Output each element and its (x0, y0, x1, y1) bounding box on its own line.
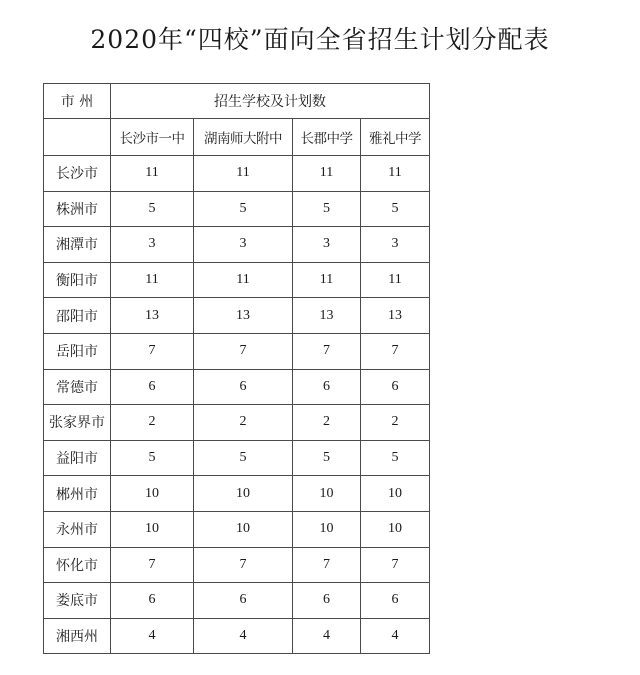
quota-cell: 13 (293, 298, 361, 334)
quota-cell: 5 (111, 191, 194, 227)
table-row (44, 618, 430, 654)
table-row (44, 405, 430, 441)
quota-cell: 6 (293, 583, 361, 619)
quota-cell: 3 (361, 227, 430, 263)
table-row (44, 191, 430, 227)
allocation-table (43, 83, 430, 654)
quota-cell: 6 (111, 583, 194, 619)
quota-cell: 4 (361, 618, 430, 654)
quota-cell: 5 (293, 440, 361, 476)
quota-cell: 11 (111, 262, 194, 298)
quota-cell: 7 (194, 333, 293, 369)
quota-cell: 4 (194, 618, 293, 654)
table-row (44, 547, 430, 583)
quota-cell: 5 (194, 440, 293, 476)
quota-cell: 7 (194, 547, 293, 583)
quota-cell: 3 (194, 227, 293, 263)
quota-cell: 6 (111, 369, 194, 405)
table-row (44, 227, 430, 263)
quota-cell: 5 (293, 191, 361, 227)
quota-cell: 10 (194, 511, 293, 547)
city-cell: 湘西州 (44, 618, 111, 654)
page-title: 2020年“四校”面向全省招生计划分配表 (90, 25, 550, 54)
quota-cell: 6 (194, 583, 293, 619)
school-header-row (44, 119, 430, 156)
quota-cell: 6 (361, 369, 430, 405)
quota-cell: 10 (361, 476, 430, 512)
quota-cell: 11 (111, 156, 194, 192)
table-row (44, 298, 430, 334)
city-cell: 湘潭市 (44, 227, 111, 263)
quota-cell: 3 (293, 227, 361, 263)
quota-cell: 13 (194, 298, 293, 334)
quota-cell: 7 (111, 547, 194, 583)
school-header-changjun: 长郡中学 (293, 119, 361, 156)
quota-cell: 10 (293, 511, 361, 547)
city-cell: 娄底市 (44, 583, 111, 619)
quota-cell: 11 (293, 156, 361, 192)
city-column-header: 市 州 (44, 84, 111, 119)
city-cell: 邵阳市 (44, 298, 111, 334)
quota-cell: 13 (361, 298, 430, 334)
table-row (44, 262, 430, 298)
quota-cell: 4 (293, 618, 361, 654)
city-cell: 岳阳市 (44, 333, 111, 369)
quota-cell: 6 (293, 369, 361, 405)
quota-cell: 3 (111, 227, 194, 263)
quota-cell: 10 (194, 476, 293, 512)
quota-cell: 11 (194, 156, 293, 192)
table-row (44, 511, 430, 547)
city-cell: 张家界市 (44, 405, 111, 441)
school-header-hunan-normal-affiliated: 湖南师大附中 (194, 119, 293, 156)
quota-cell: 11 (194, 262, 293, 298)
quota-cell: 2 (293, 405, 361, 441)
table-row (44, 333, 430, 369)
quota-cell: 11 (293, 262, 361, 298)
city-cell: 益阳市 (44, 440, 111, 476)
table-row (44, 156, 430, 192)
table-row (44, 583, 430, 619)
quota-cell: 10 (293, 476, 361, 512)
city-cell: 郴州市 (44, 476, 111, 512)
quota-cell: 5 (111, 440, 194, 476)
quota-cell: 2 (111, 405, 194, 441)
city-cell: 永州市 (44, 511, 111, 547)
quota-cell: 2 (194, 405, 293, 441)
quota-cell: 6 (361, 583, 430, 619)
quota-cell: 7 (361, 333, 430, 369)
city-cell: 衡阳市 (44, 262, 111, 298)
city-cell: 怀化市 (44, 547, 111, 583)
quota-cell: 7 (111, 333, 194, 369)
table-row (44, 369, 430, 405)
empty-header-cell (44, 119, 111, 156)
quota-cell: 10 (111, 476, 194, 512)
school-header-changsha-no1: 长沙市一中 (111, 119, 194, 156)
quota-cell: 10 (111, 511, 194, 547)
quota-cell: 10 (361, 511, 430, 547)
quota-cell: 7 (361, 547, 430, 583)
header-row (44, 84, 430, 119)
quota-cell: 5 (194, 191, 293, 227)
quota-cell: 2 (361, 405, 430, 441)
quota-cell: 5 (361, 191, 430, 227)
quota-cell: 7 (293, 547, 361, 583)
city-cell: 常德市 (44, 369, 111, 405)
quota-cell: 11 (361, 156, 430, 192)
quota-cell: 13 (111, 298, 194, 334)
table-row (44, 440, 430, 476)
quota-cell: 4 (111, 618, 194, 654)
quota-cell: 7 (293, 333, 361, 369)
quota-cell: 5 (361, 440, 430, 476)
quota-cell: 11 (361, 262, 430, 298)
schools-group-header: 招生学校及计划数 (111, 84, 430, 119)
city-cell: 株洲市 (44, 191, 111, 227)
city-cell: 长沙市 (44, 156, 111, 192)
school-header-yali: 雅礼中学 (361, 119, 430, 156)
table-row (44, 476, 430, 512)
quota-cell: 6 (194, 369, 293, 405)
